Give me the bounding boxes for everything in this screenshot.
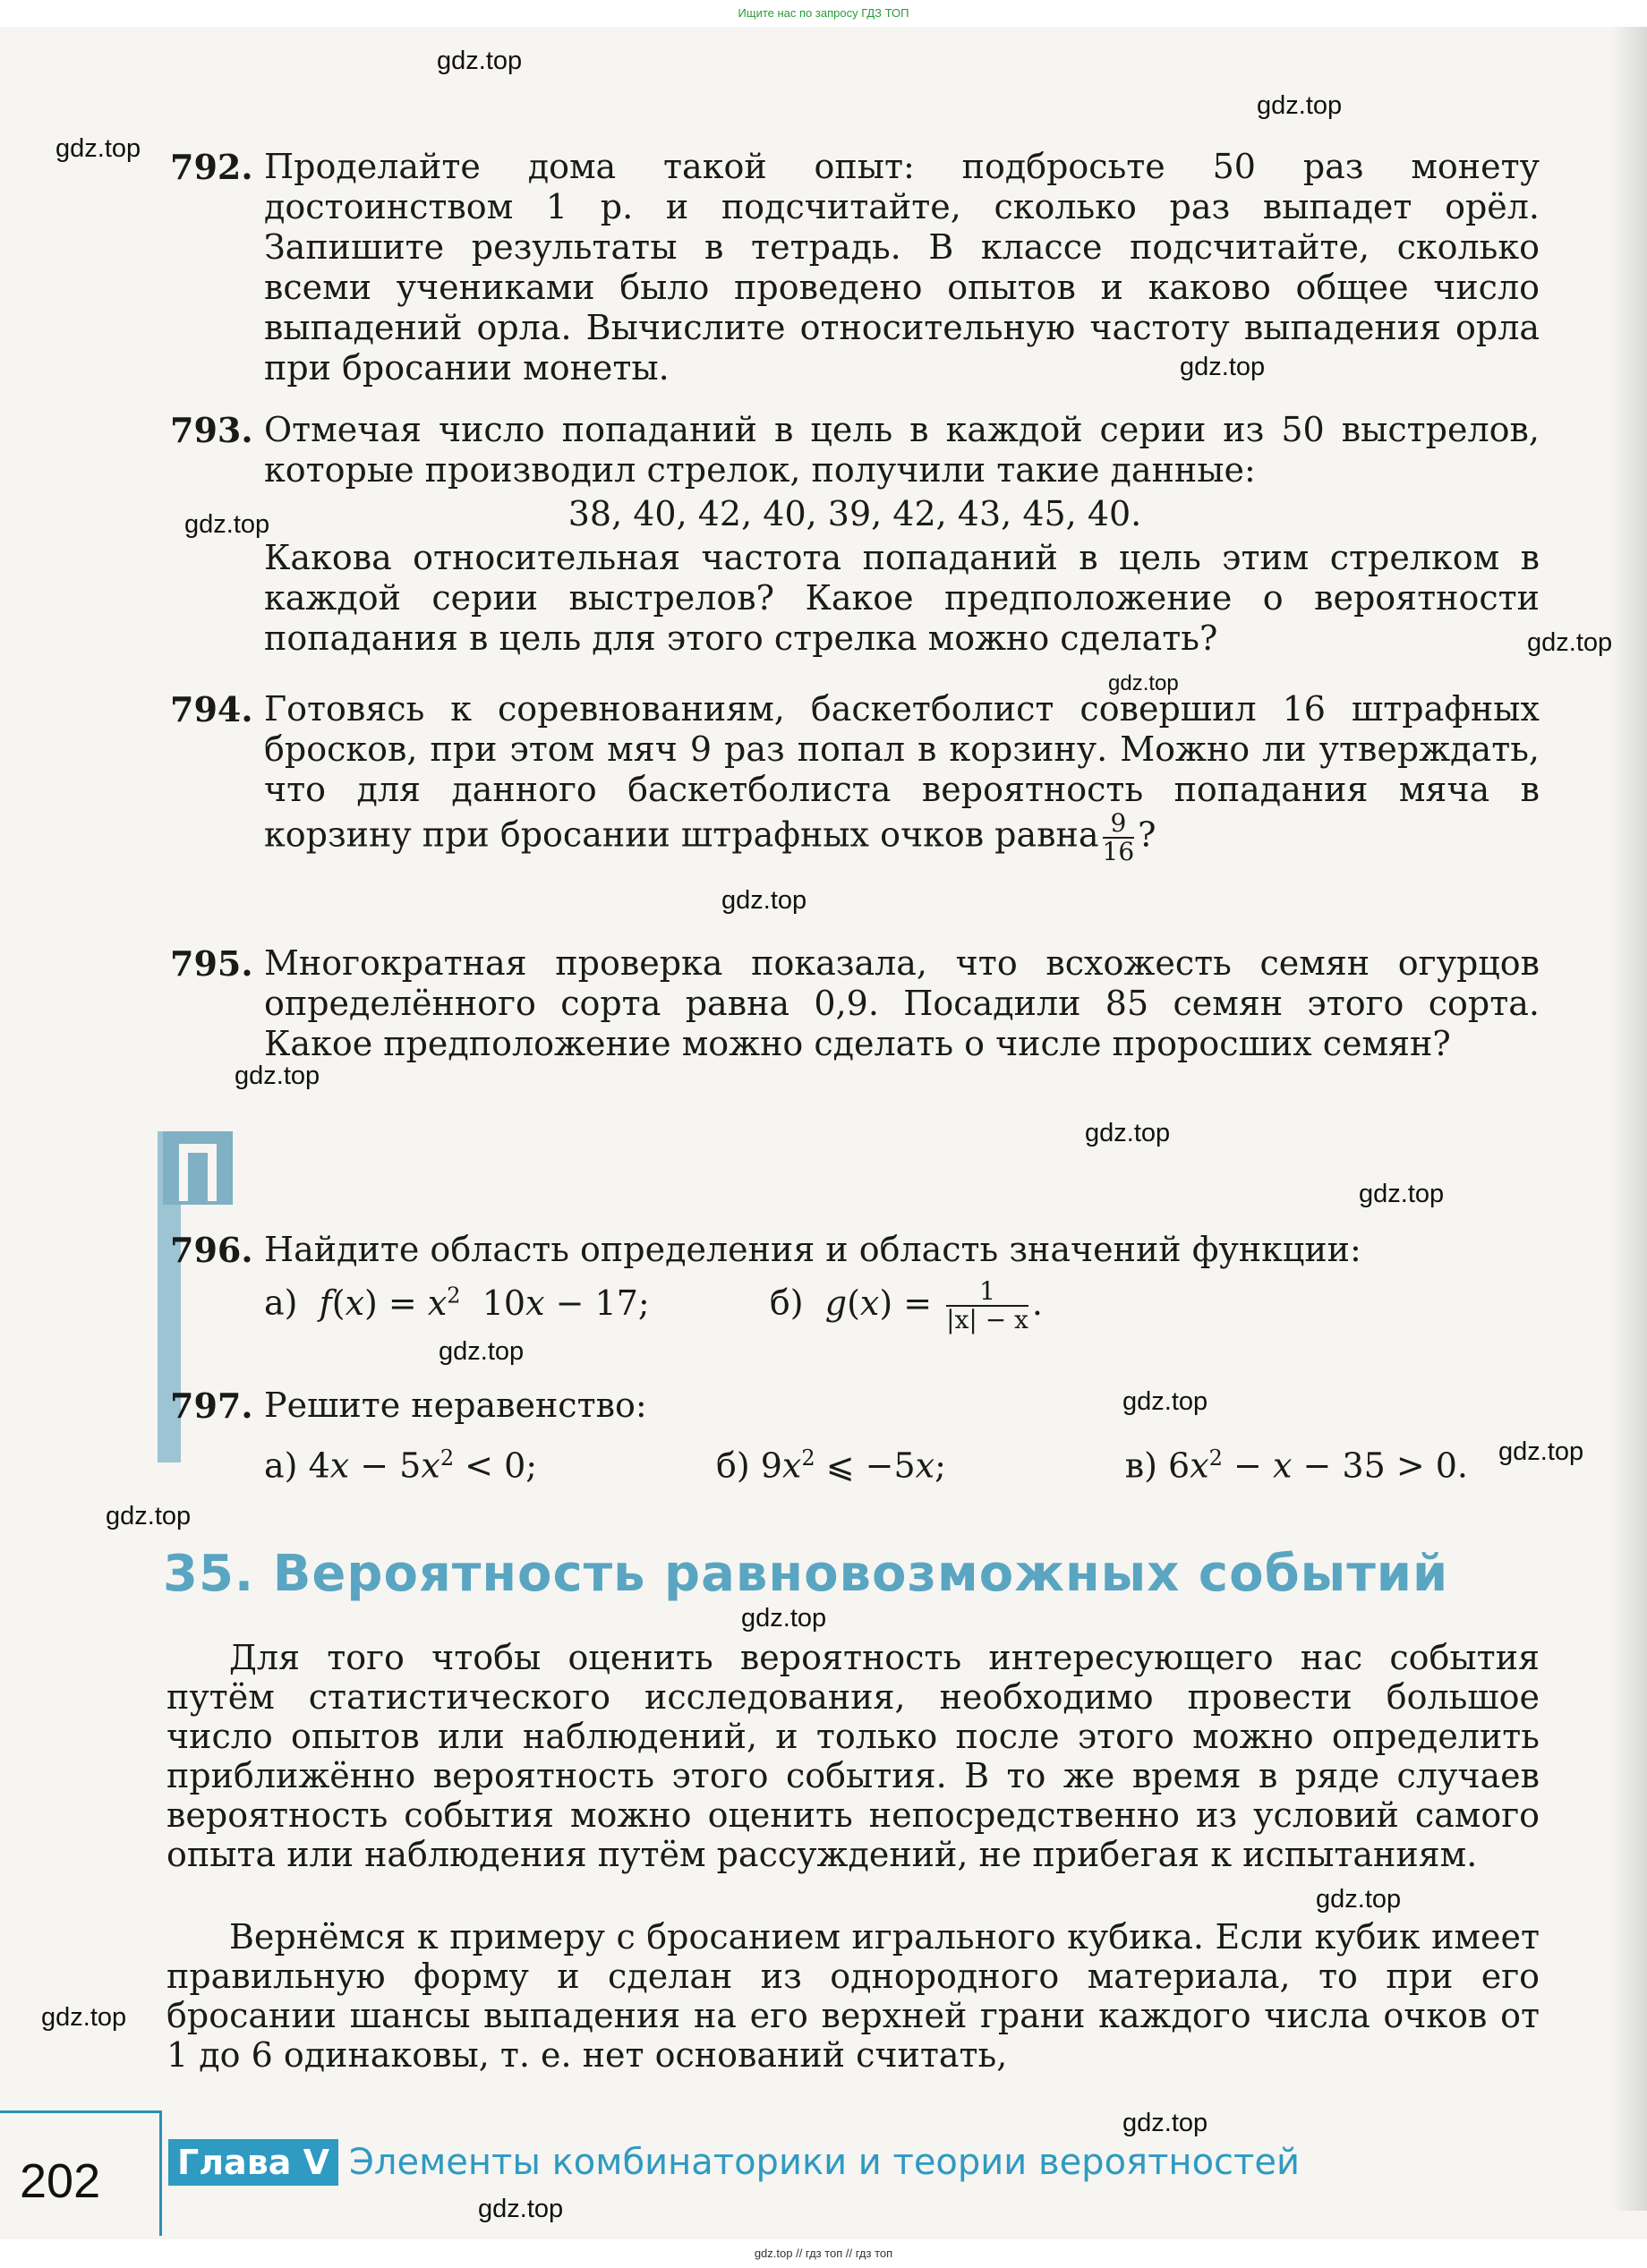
watermark: gdz.top (1085, 1119, 1171, 1147)
watermark: gdz.top (1122, 1387, 1208, 1416)
item-b-label: б) (715, 1445, 750, 1486)
item-a-label: а) (264, 1283, 298, 1323)
exercise-text-end: ? (1138, 814, 1156, 855)
top-notice: Ищите нас по запросу ГДЗ ТОП (0, 0, 1647, 27)
exercise-797 (170, 1386, 1540, 1487)
footer-rule-vertical (159, 2110, 162, 2236)
item-b: б) $9x^2$ ⩽ −5x; (715, 1445, 946, 1486)
watermark: gdz.top (439, 1337, 525, 1366)
paragraph-2: Вернёмся к примеру с бросанием игрального кубика. Если кубик имеет правильную форму и сделан из однородного материала, то при его бросании шансы выпадения на его верхней грани каждого числа очков от 1 до 6 одинаковы, т. е. нет оснований считать, (166, 1917, 1540, 2075)
exercise-number: 792. (170, 147, 253, 187)
section-heading: 35. Вероятность равновозможных событий (163, 1545, 1449, 1603)
item-a-formula: $f(x) = x^2$ 10x − 17; (319, 1283, 650, 1323)
fraction-numerator: 9 (1110, 808, 1127, 838)
fraction-denominator: 16 (1102, 837, 1135, 866)
chapter-title: Элементы комбинаторики и теории вероятностей (349, 2142, 1300, 2183)
page-number: 202 (20, 2154, 101, 2208)
paragraph-1: Для того чтобы оценить вероятность интересующего нас события путём статистического исследования, необходимо провести большое число опытов или наблюдений, и только после этого можно определить приближённо вероятность этого события. В то же время в ряде случаев вероятность события можно оценить непосредственно из условий самого опыта или наблюдения путём рассуждений, не прибегая к испытаниям. (166, 1638, 1540, 1874)
watermark: gdz.top (55, 134, 141, 163)
exercise-794 (170, 689, 1540, 865)
bottom-notice: gdz.top // гдз топ // гдз топ (0, 2239, 1647, 2268)
item-a-label: а) (264, 1445, 298, 1486)
fraction (946, 1278, 1028, 1334)
watermark: gdz.top (235, 1062, 320, 1090)
exercise-text: Проделайте дома такой опыт: подбросьте 50 раз монету достоинством 1 р. и подсчитайте, сколько раз выпадет орёл. Запишите результаты в тетрадь. В классе подсчитайте, сколько всеми учениками было проведено опытов и каково общее число выпадений орла. Вычислите относительную частоту выпадения орла при бросании монеты. (264, 147, 1540, 388)
exercise-items (264, 1275, 1540, 1334)
chapter-tag: Глава V (168, 2139, 338, 2186)
watermark: gdz.top (437, 47, 523, 75)
exercise-number: 797. (170, 1386, 253, 1426)
exercise-number: 796. (170, 1230, 253, 1270)
watermark: gdz.top (1316, 1885, 1402, 1914)
exercise-number: 795. (170, 943, 253, 984)
exercise-question: Какова относительная частота попаданий в цель этим стрелком в каждой серии выстрелов? Какое предположение о вероятности попадания в цель для этого стрелка можно сделать? (264, 538, 1540, 658)
exercise-793 (170, 410, 1540, 659)
footer-rule (0, 2110, 161, 2113)
watermark: gdz.top (1180, 353, 1266, 381)
watermark: gdz.top (478, 2195, 564, 2223)
exercise-796 (170, 1230, 1540, 1334)
watermark: gdz.top (741, 1604, 827, 1633)
watermark: gdz.top (1257, 91, 1343, 120)
exercise-text: Отмечая число попаданий в цель в каждой серии из 50 выстрелов, которые производил стрелок, получили такие данные: (264, 410, 1540, 490)
watermark: gdz.top (721, 886, 807, 915)
exercise-number: 793. (170, 410, 253, 450)
exercise-text-body: Готовясь к соревнованиям, баскетболист совершил 16 штрафных бросков, при этом мяч 9 раз попал в корзину. Можно ли утверждать, что для данного баскетболиста вероятность попадания мяча в корзину при бросании штрафных очков равна (264, 689, 1540, 855)
watermark: gdz.top (1108, 671, 1179, 695)
fraction (1103, 810, 1135, 865)
watermark: gdz.top (184, 510, 270, 539)
item-a: а) $4x - 5x^2 < 0$; (264, 1445, 538, 1486)
fraction-numerator: 1 (979, 1276, 995, 1307)
watermark: gdz.top (1527, 628, 1613, 657)
watermark: gdz.top (1122, 2109, 1208, 2137)
exercise-text: Найдите область определения и область значений функции: (264, 1230, 1361, 1269)
item-c-label: в) (1124, 1445, 1157, 1486)
page-edge-shadow (1611, 27, 1647, 2211)
item-c: в) $6x^2 - x - 35 > 0$. (1124, 1445, 1468, 1486)
exercise-text (264, 689, 1540, 865)
exercise-792 (170, 147, 1540, 388)
exercise-items (264, 1438, 1540, 1487)
item-b-formula: g(x) = $\frac{1}{|x| - x}$ . (824, 1276, 1043, 1335)
fraction-denominator: |x| − x (946, 1305, 1028, 1335)
watermark: gdz.top (106, 1502, 192, 1530)
exercise-text: Многократная проверка показала, что всхожесть семян огурцов определённого сорта равна 0,9. Посадили 85 семян этого сорта. Какое предположение можно сделать о числе проросших семян? (264, 943, 1540, 1063)
exercise-text: Решите неравенство: (264, 1386, 647, 1425)
repetition-marker-icon (163, 1131, 233, 1205)
exercise-number: 794. (170, 689, 253, 729)
watermark: gdz.top (1498, 1437, 1584, 1466)
item-b-label: б) (769, 1283, 804, 1323)
exercise-795 (170, 943, 1540, 1064)
watermark: gdz.top (41, 2003, 127, 2032)
watermark: gdz.top (1359, 1180, 1445, 1208)
exercise-data-values: 38, 40, 42, 40, 39, 42, 43, 45, 40. (567, 494, 1142, 533)
